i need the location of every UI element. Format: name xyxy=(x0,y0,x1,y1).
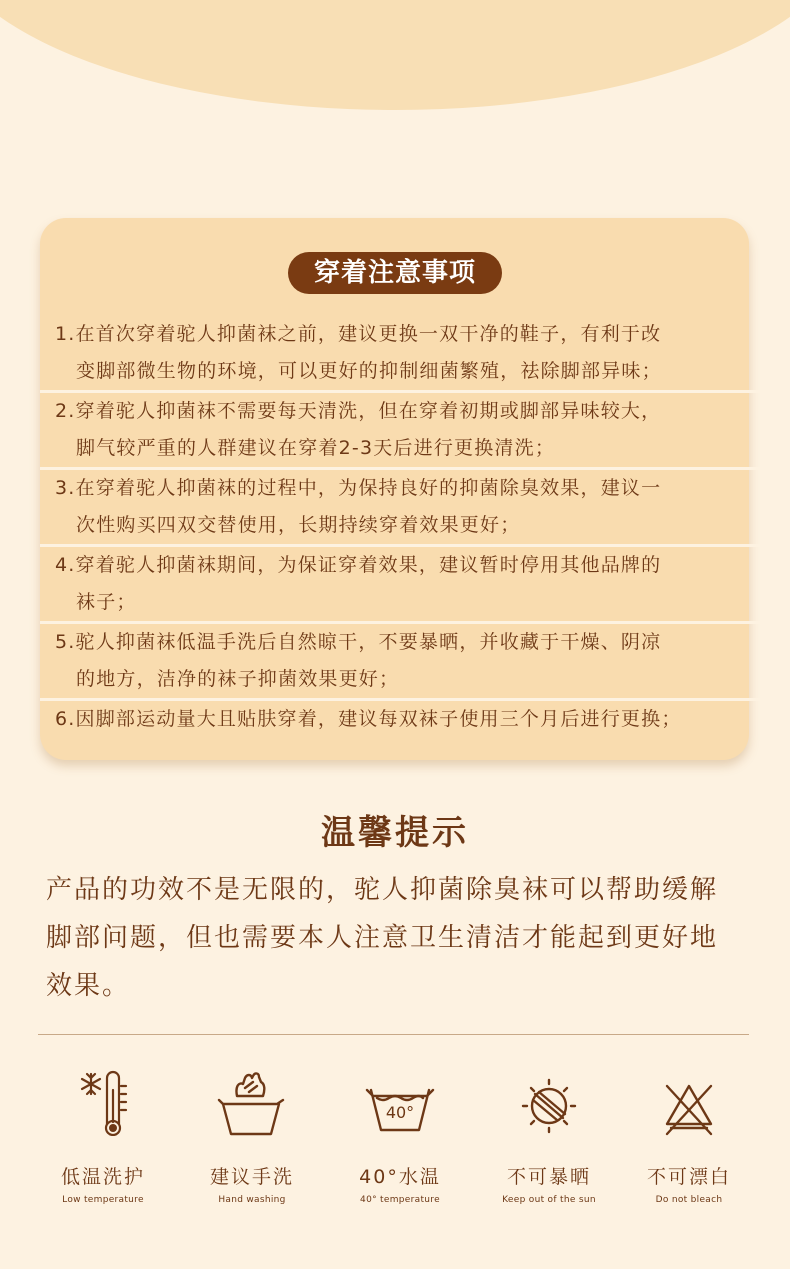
care-label: 不可漂白 xyxy=(646,1166,731,1188)
notice-item-line: 袜子； xyxy=(76,591,137,613)
notice-item-line: 的地方，洁净的袜子抑菌效果更好； xyxy=(76,668,400,690)
care-sub-label: Do not bleach xyxy=(655,1195,723,1205)
top-decorative-arc xyxy=(0,0,790,110)
care-sub-label: Keep out of the sun xyxy=(502,1195,596,1205)
care-item-40-degree xyxy=(330,1068,470,1205)
notice-item-6 xyxy=(55,701,745,738)
notice-item-line: 次性购买四双交替使用，长期持续穿着效果更好； xyxy=(76,514,521,536)
no-sun-icon xyxy=(515,1068,583,1136)
care-item-no-sun xyxy=(479,1068,619,1205)
notice-item-4 xyxy=(55,547,745,624)
care-sub-label: Low temperature xyxy=(62,1195,144,1205)
notice-item-5 xyxy=(55,624,745,701)
no-bleach-icon xyxy=(659,1068,719,1136)
care-label: 不可暴晒 xyxy=(506,1166,591,1188)
notice-item-line: 6.因脚部运动量大且贴肤穿着，建议每双袜子使用三个月后进行更换； xyxy=(55,708,682,730)
notice-item-line: 3.在穿着驼人抑菌袜的过程中，为保持良好的抑菌除臭效果，建议一 xyxy=(55,477,662,499)
care-item-hand-wash xyxy=(182,1068,322,1205)
care-item-no-bleach xyxy=(619,1068,759,1205)
tips-line: 产品的功效不是无限的，驼人抑菌除臭袜可以帮助缓解 xyxy=(46,875,719,905)
tips-title: 温馨提示 xyxy=(321,813,469,853)
notice-item-line: 变脚部微生物的环境，可以更好的抑制细菌繁殖，祛除脚部异味； xyxy=(76,360,662,382)
notice-title: 穿着注意事项 xyxy=(288,252,502,294)
notice-item-3 xyxy=(55,470,745,547)
care-label: 40°水温 xyxy=(359,1166,441,1188)
notice-item-line: 2.穿着驼人抑菌袜不需要每天清洗，但在穿着初期或脚部异味较大， xyxy=(55,400,662,422)
notice-list xyxy=(55,316,745,738)
thermometer-snowflake-icon xyxy=(73,1068,133,1136)
notice-item-line: 4.穿着驼人抑菌袜期间，为保证穿着效果，建议暂时停用其他品牌的 xyxy=(55,554,662,576)
section-divider xyxy=(38,1034,749,1035)
care-instructions xyxy=(0,1068,790,1208)
wash-basin-40-icon xyxy=(363,1068,437,1136)
care-sub-label: Hand washing xyxy=(218,1195,286,1205)
notice-item-line: 5.驼人抑菌袜低温手洗后自然晾干，不要暴晒，并收藏于干燥、阴凉 xyxy=(55,631,662,653)
care-item-low-temperature xyxy=(33,1068,173,1205)
notice-item-1 xyxy=(55,316,745,393)
care-label: 建议手洗 xyxy=(209,1166,294,1188)
tips-line: 效果。 xyxy=(46,971,131,1001)
hand-wash-icon xyxy=(215,1068,289,1136)
care-label: 低温洗护 xyxy=(60,1166,145,1188)
care-sub-label: 40° temperature xyxy=(360,1195,440,1205)
wash-temperature-badge: 40° xyxy=(385,1103,415,1122)
tips-body xyxy=(46,866,756,1010)
tips-line: 脚部问题，但也需要本人注意卫生清洁才能起到更好地 xyxy=(46,923,719,953)
notice-item-line: 1.在首次穿着驼人抑菌袜之前，建议更换一双干净的鞋子，有利于改 xyxy=(55,323,662,345)
notice-item-2 xyxy=(55,393,745,470)
notice-item-line: 脚气较严重的人群建议在穿着2-3天后进行更换清洗； xyxy=(76,437,556,459)
